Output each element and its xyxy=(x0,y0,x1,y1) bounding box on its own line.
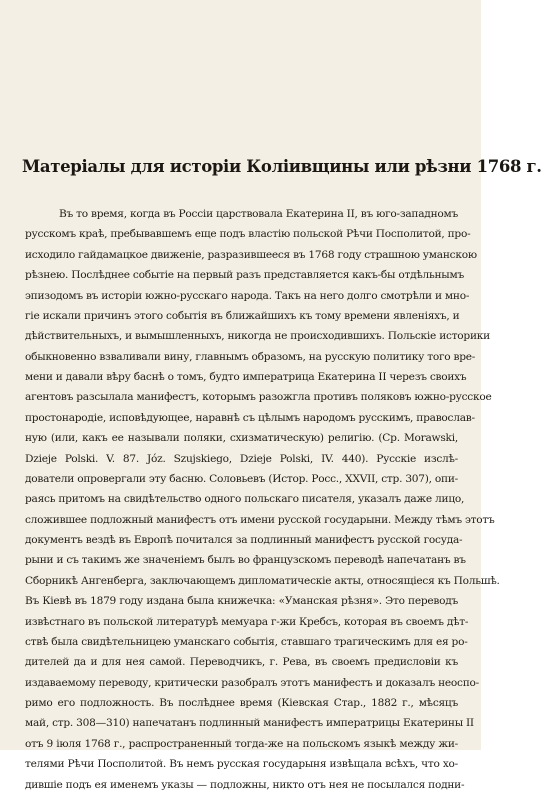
text-line: дившіе подъ ея именемъ указы — подложны, никто отъ нея не посылался подни- xyxy=(25,778,465,791)
text-line: рыни и съ такимъ же значеніемъ былъ во французскомъ переводѣ напечатанъ въ xyxy=(25,554,466,567)
text-line: Сборникѣ Ангенберга, заключающемъ дипломатическіе акты, относящіеся къ Польшѣ. xyxy=(25,574,500,587)
text-line: гіе искали причинъ этого событія въ ближайшихъ къ тому времени явленіяхъ, и xyxy=(25,309,460,322)
text-line: русскомъ краѣ, пребывавшемъ еще подъ властію польской Рѣчи Посполитой, про- xyxy=(25,228,471,241)
text-line: мени и давали вѣру баснѣ о томъ, будто императрица Екатерина II черезъ своихъ xyxy=(25,371,467,383)
text-line: документъ вездѣ въ Европѣ почитался за подлинный манифестъ русской госуда- xyxy=(25,534,463,546)
text-line: телями Рѣчи Посполитой. Въ немъ русская государыня извѣщала всѣхъ, что хо- xyxy=(25,758,458,771)
text-line: раясь притомъ на свидѣтельство одного польскаго писателя, указалъ даже лицо, xyxy=(25,493,465,506)
text-line: Въ Кіевѣ въ 1879 году издана была книжечка: «Уманская рѣзня». Это переводъ xyxy=(25,595,458,608)
text-line: издаваемому переводу, критически разобралъ этотъ манифестъ и доказалъ неоспо- xyxy=(25,676,479,689)
text-line: исходило гайдамацкое движеніе, разразившееся въ 1768 году страшною уманскою xyxy=(25,248,477,261)
text-line: ную (или, какъ ее называли поляки, схизматическую) религію. (Ср. Morawski, xyxy=(25,432,458,445)
text-line: извѣстнаго въ польской литературѣ мемуара г-жи Кребсъ, которая въ своемъ дѣт- xyxy=(25,615,469,628)
text-line: дѣйствительныхъ, и вымышленныхъ, никогда не происходившихъ. Польскіе историки xyxy=(25,330,490,343)
text-line: май, стр. 308—310) напечатанъ подлинный манифестъ императрицы Екатерины II xyxy=(25,717,474,730)
text-line: эпизодомъ въ исторіи южно-русскаго народа. Такъ на него долго смотрѣли и мно- xyxy=(25,289,470,302)
text-line: ствѣ была свидѣтельницею уманскаго событія, ставшаго трагическимъ для ея ро- xyxy=(25,635,468,648)
text-line: отъ 9 іюля 1768 г., распространенный тогда-же на польскомъ языкѣ между жи- xyxy=(25,737,458,750)
text-line: дителей да и для нея самой. Переводчикъ, г. Рева, въ своемъ предисловіи къ xyxy=(25,656,458,669)
text-line: Dzieje Polski. V. 87. Józ. Szujskiego, Dzieje Polski, IV. 440). Русскіе изслѣ- xyxy=(25,452,458,465)
body-text xyxy=(25,204,500,795)
text-line: обыкновенно взваливали вину, главнымъ образомъ, на русскую политику того вре- xyxy=(25,350,476,363)
text-line: простонародіе, исповѣдующее, наравнѣ съ цѣлымъ народомъ русскимъ, православ- xyxy=(25,411,475,424)
text-line: рѣзнею. Послѣднее событіе на первый разъ представляется какъ-бы отдѣльнымъ xyxy=(25,269,464,282)
text-line: агентовъ разсылала манифестъ, которымъ разожгла противъ поляковъ южно-русское xyxy=(25,391,492,404)
text-line: римо его подложность. Въ послѣднее время (Кіевская Стар., 1882 г., мѣсяцъ xyxy=(25,697,458,709)
text-line: сложившее подложный манифестъ отъ имени русской государыни. Между тѣмъ этотъ xyxy=(25,513,495,526)
document-title: Матеріалы для исторіи Колiивщины или рѣзни 1768 г. xyxy=(22,157,542,176)
text-line: дователи опровергали эту басню. Соловьевъ (Истор. Росс., XXVII, стр. 307), опи- xyxy=(25,472,458,485)
text-line: Въ то время, когда въ Россіи царствовала Екатерина II, въ юго-западномъ xyxy=(59,208,458,220)
